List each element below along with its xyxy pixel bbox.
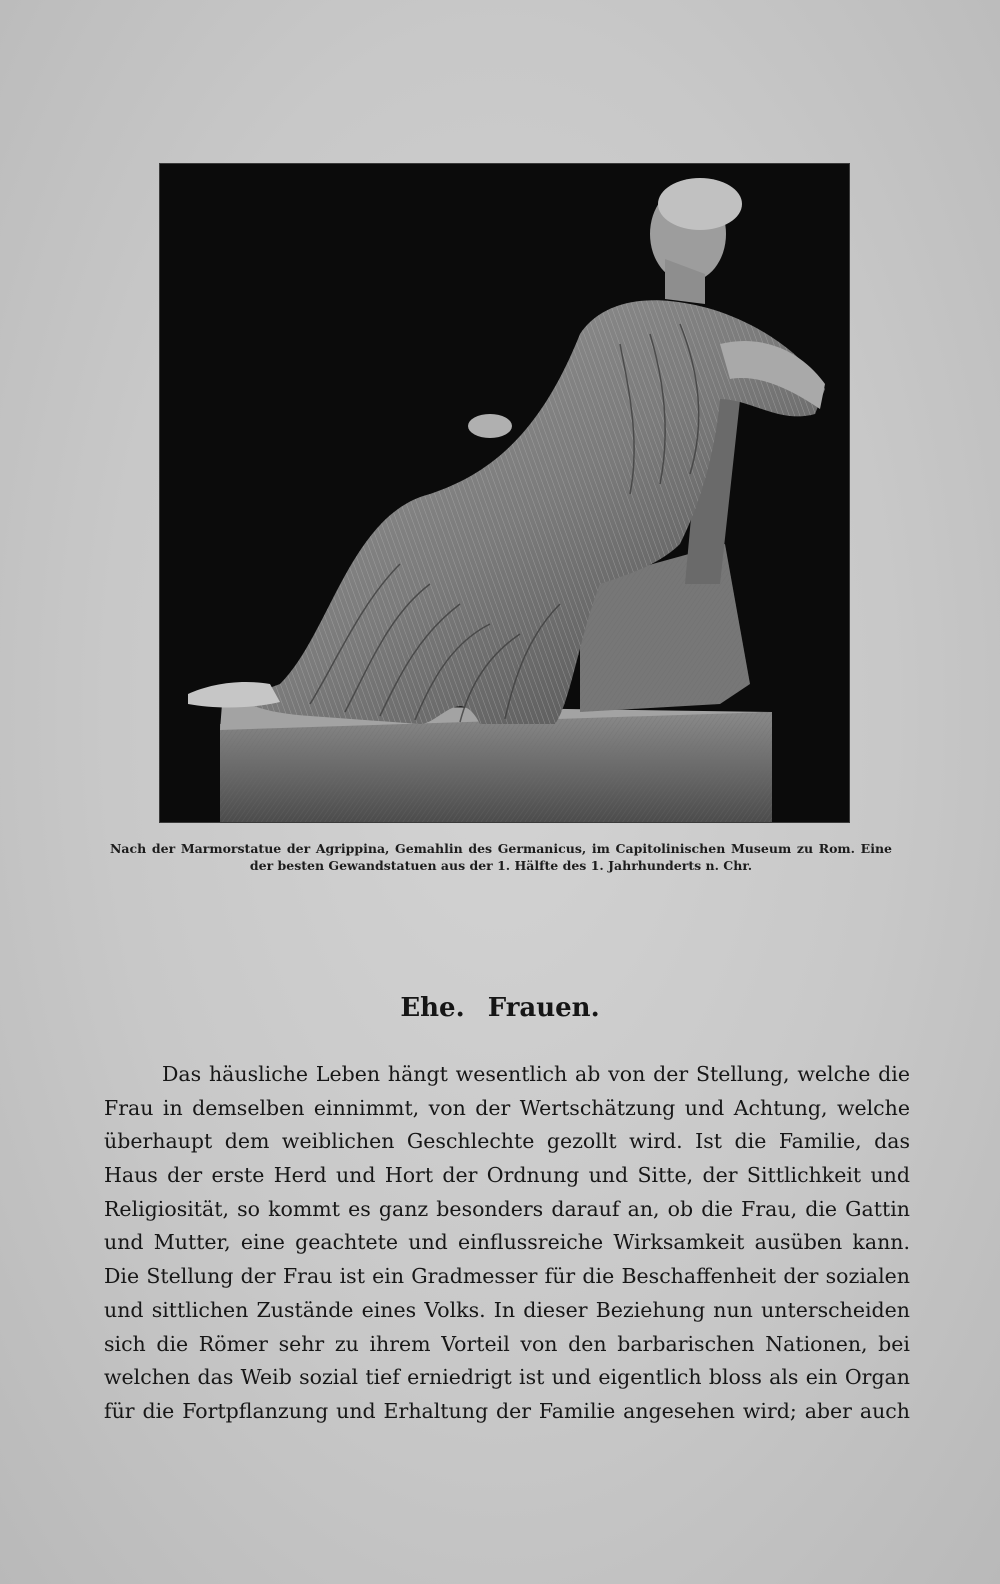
section-title: Ehe. Frauen.	[400, 993, 600, 1023]
text-line: Die Stellung der Frau ist ein Gradmesser für die Beschaffenheit der sozialen	[104, 1264, 910, 1289]
statue-engraving	[159, 163, 850, 823]
text-line: Haus der erste Herd und Hort der Ordnung und Sitte, der Sittlichkeit und	[104, 1163, 910, 1188]
text-line: Frau in demselben einnimmt, von der Wertschätzung und Achtung, welche	[104, 1095, 910, 1120]
text-line: sich die Römer sehr zu ihrem Vorteil von den barbarischen Nationen, bei	[104, 1331, 910, 1356]
text-line: welchen das Weib sozial tief erniedrigt ist und eigentlich bloss als ein Organ	[104, 1365, 910, 1390]
text-line: überhaupt dem weiblichen Geschlechte gezollt wird. Ist die Familie, das	[104, 1129, 910, 1154]
text-line: und sittlichen Zustände eines Volks. In dieser Beziehung nun unterscheiden	[104, 1297, 910, 1322]
text-line: und Mutter, eine geachtete und einflussreiche Wirksamkeit ausüben kann.	[104, 1230, 910, 1255]
agrippina-statue-illustration	[160, 164, 849, 822]
text-line: für die Fortpflanzung und Erhaltung der Familie angesehen wird; aber auch	[104, 1398, 910, 1423]
body-paragraph	[104, 1058, 910, 1429]
text-line: Das häusliche Leben hängt wesentlich ab von der Stellung, welche die	[162, 1062, 910, 1086]
text-line: Religiosität, so kommt es ganz besonders darauf an, ob die Frau, die Gattin	[104, 1196, 910, 1221]
figure-caption: Nach der Marmorstatue der Agrippina, Gemahlin des Germanicus, im Capitolinischen Museum zu Rom. Eine der besten Gewandstatuen aus der 1. Hälfte des 1. Jahrhunderts n. Chr.	[110, 841, 892, 873]
